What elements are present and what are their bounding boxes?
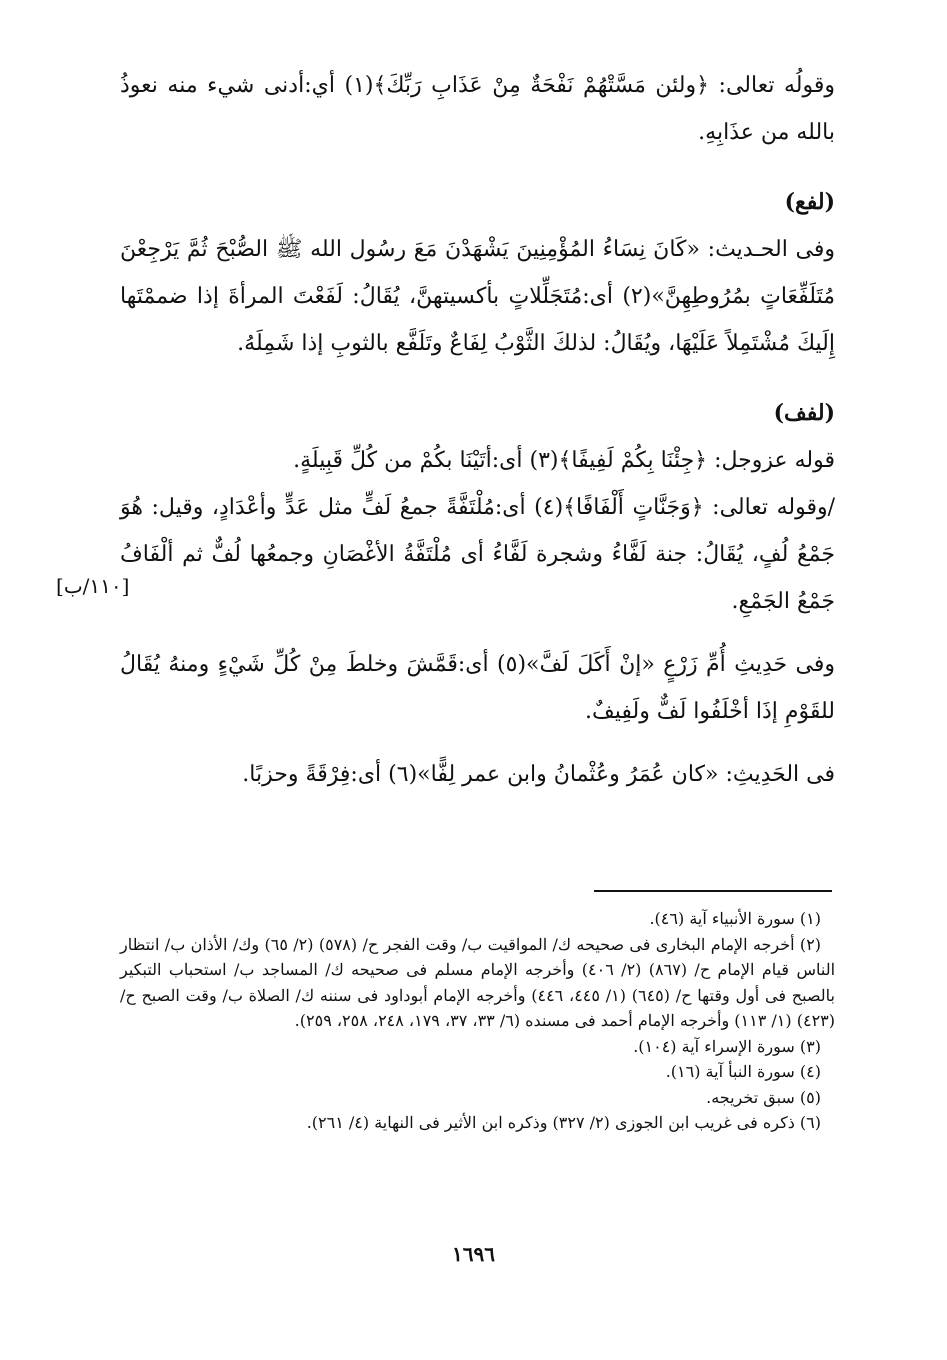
paragraph-lifan: فى الحَدِيثِ: «كان عُمَرُ وعُثْمانُ وابن عمر لِفًّا»(٦) أى:فِرْقَةً وحزبًا. <box>242 762 835 787</box>
footnote-5 <box>120 1085 835 1111</box>
footnote-separator <box>594 890 832 892</box>
footnote-text: (٦) ذكره فى غريب ابن الجوزى (٢/ ٣٢٧) وذكره ابن الأثير فى النهاية (٤/ ٢٦١). <box>306 1113 821 1132</box>
paragraph-nafha: وقولُه تعالى: ﴿ولئن مَسَّتْهُمْ نَفْحَةٌ مِنْ عَذَابِ رَبِّكَ﴾(١) أي:أدنى شيء منه نعوذُ بالله من عذَابِهِ. <box>120 73 835 145</box>
footnote-2 <box>120 932 835 1034</box>
footnote-3 <box>120 1034 835 1060</box>
entry-heading-laff: (لفف) <box>773 400 835 426</box>
footnote-1 <box>120 906 835 932</box>
footnote-text: (٤) سورة النبأ آية (١٦). <box>665 1062 821 1081</box>
manuscript-folio-marker: [١١٠/ب] <box>56 574 130 598</box>
footnote-text: (٢) أخرجه الإمام البخارى فى صحيحه ك/ المواقيت ب/ وقت الفجر ح/ (٥٧٨) (٢/ ٦٥) وك/ الأذان ب/ انتظار الناس قيام الإمام ح/ (٨٦٧) (٢/ ٤٠٦) وأخرجه الإمام مسلم فى صحيحه ك/ المساجد ب/ استحباب التبكير بالصبح فى أول وقتها ح/ (٦٤٥) (١/ ٤٤٥، ٤٤٦) وأخرجه الإمام أبوداود فى سننه ك/ الصلاة ب/ وقت الصبح ح/ (٤٢٣) (١/ ١١٣) وأخرجه الإمام أحمد فى مسنده (٦/ ٣٣، ٣٧، ١٧٩، ٢٤٨، ٢٥٨، ٢٥٩). <box>120 934 836 1030</box>
footnote-text: (٣) سورة الإسراء آية (١٠٤). <box>633 1036 821 1056</box>
footnote-text: (١) سورة الأنبياء آية (٤٦). <box>649 909 821 928</box>
main-text <box>120 62 835 798</box>
paragraph-alfaf: /وقوله تعالى: ﴿وَجَنَّاتٍ أَلْفَافًا﴾(٤) أى:مُلْتَفَّةً جمعُ لَفٍّ مثل عَدٍّ وأعْدَادٍ، وقيل: هُوَ جَمْعُ لُفٍ، يُقَالُ: جنة لَفَّاءُ وشجرة لَفَّاءُ أى مُلْتَفَّةُ الأغْصَانِ وجمعُها لُفٌّ ثم ألْفَافُ جَمْعُ الجَمْعِ. <box>120 495 836 614</box>
entry-heading-lafa: (لفع) <box>784 189 835 215</box>
footnotes <box>120 906 835 1136</box>
paragraph-lafif: قوله عزوجل: ﴿جِئْنَا بِكُمْ لَفِيفًا﴾(٣) أى:أتَيْنَا بكُمْ من كُلِّ قَبِيلَةٍ. <box>293 448 835 473</box>
paragraph-umm-zar: وفى حَدِيثِ أُمِّ زَرْعٍ «إنْ أَكَلَ لَفَّ»(٥) أى:قَمَّشَ وخلطَ مِنْ كُلِّ شَيْءٍ ومنهُ يُقَالُ للقَوْمِ إذَا أخْلَفُوا لَفٌّ ولَفِيفٌ. <box>120 652 835 724</box>
footnote-4 <box>120 1059 835 1085</box>
paragraph-lafa: وفى الحـديث: «كَانَ نِسَاءُ المُؤْمِنِينَ يَشْهَدْنَ مَعَ رسُول الله ﷺ الصُّبْحَ ثُمَّ يَرْجِعْنَ مُتَلَفِّعَاتٍ بمُرُوطِهِنَّ»(٢) أى:مُتَجَلِّلاتٍ بأكسيتهنَّ، يُقَالُ: لَفَعْتَ المرأةَ إذا ضممْتَها إِلَيكَ مُشْتَمِلاً عَلَيْهَا، ويُقَالُ: لذلكَ الثَّوْبُ لِفَاعٌ وتَلَفَّع بالثوبِ إذا شَمِلَهُ. <box>120 237 835 356</box>
footnote-6 <box>120 1110 835 1136</box>
footnote-text: (٥) سبق تخريجه. <box>706 1087 821 1107</box>
page-number: ١٦٩٦ <box>452 1242 495 1266</box>
